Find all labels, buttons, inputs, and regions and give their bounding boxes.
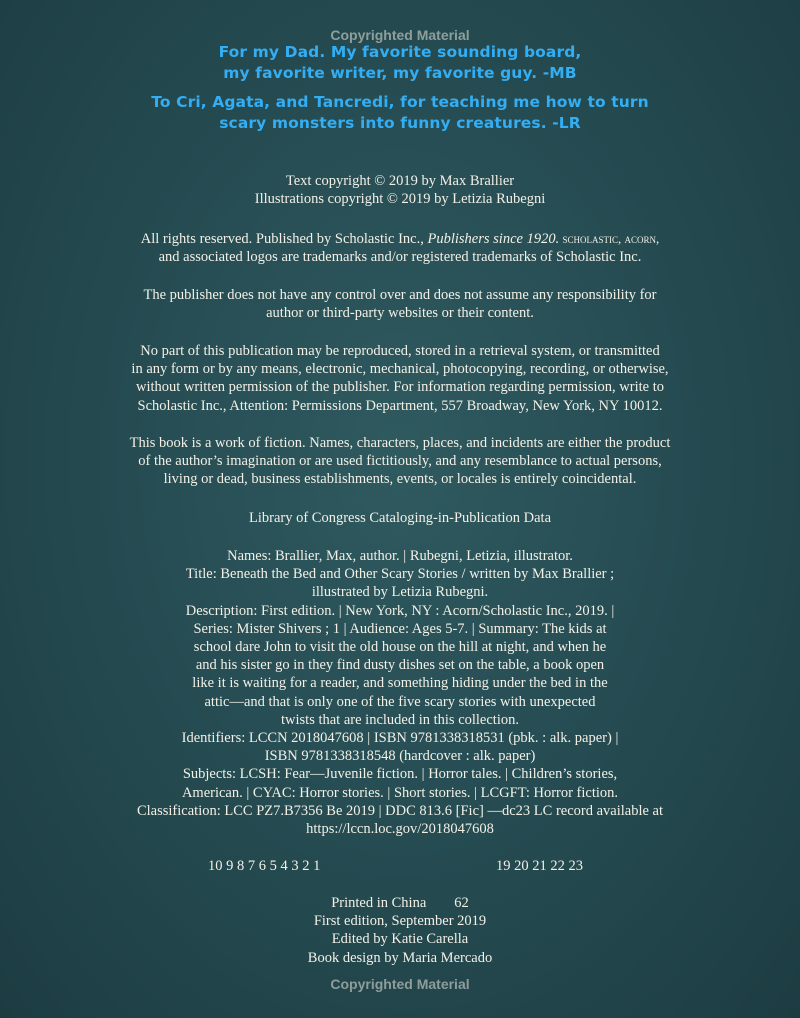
cip-line: American. | CYAC: Horror stories. | Short stories. | LCGFT: Horror fiction. (181, 784, 619, 801)
cip-line: Names: Brallier, Max, author. | Rubegni, Letizia, illustrator. (227, 548, 573, 564)
cip-line: and his sister go in they find dusty dishes set on the table, a book open (195, 657, 605, 674)
watermark-top: Copyrighted Material (330, 27, 470, 43)
editor-credit: Edited by Katie Carella (331, 931, 469, 948)
dedication-mb (0, 42, 800, 84)
printed-in: Printed in China (331, 895, 427, 911)
printed-in-line (0, 894, 800, 912)
rights-reserved-block (0, 230, 800, 266)
dedication-line: To Cri, Agata, and Tancredi, for teaching me how to turn (151, 93, 649, 111)
cip-line: attic—and that is only one of the five scary stories with unexpected (204, 693, 596, 710)
publisher-notice (0, 286, 800, 322)
text-copyright: Text copyright © 2019 by Max Brallier (285, 173, 515, 189)
rights-line-2: and associated logos are trademarks and/or registered trademarks of Scholastic Inc. (158, 249, 642, 266)
cip-line: Title: Beneath the Bed and Other Scary Stories / written by Max Brallier ; (185, 566, 615, 583)
dedication-line: scary monsters into funny creatures. -LR (219, 114, 581, 132)
publishers-since: Publishers since 1920. (427, 231, 560, 247)
cip-line: school dare John to visit the old house on the hill at night, and when he (193, 639, 607, 656)
edition: First edition, September 2019 (313, 913, 487, 930)
dedication-line: For my Dad. My favorite sounding board, (218, 43, 582, 61)
watermark-bottom: Copyrighted Material (330, 976, 470, 992)
notice-line: without written permission of the publisher. For information regarding permission, write to (136, 379, 664, 396)
fiction-notice (0, 434, 800, 489)
copyright-block (0, 172, 800, 208)
reproduction-notice (0, 342, 800, 415)
notice-line: in any form or by any means, electronic, mechanical, photocopying, recording, or otherwise, (131, 361, 669, 378)
printer-code: 62 (454, 895, 469, 911)
notice-line: The publisher does not have any control over and does not assume any responsibility for (143, 287, 657, 303)
dedication-line: my favorite writer, my favorite guy. -MB (223, 64, 577, 82)
cip-line: ISBN 9781338318548 (hardcover : alk. paper) (264, 748, 536, 765)
trademark-names: scholastic, acorn, (559, 231, 660, 246)
notice-line: living or dead, business establishments, events, or locales is entirely coincidental. (163, 471, 637, 488)
rights-line-1 (0, 230, 800, 248)
loc-heading: Library of Congress Cataloging-in-Publication Data (248, 510, 551, 526)
cip-line: Description: First edition. | New York, NY : Acorn/Scholastic Inc., 2019. | (185, 602, 615, 619)
cip-line: Identifiers: LCCN 2018047608 | ISBN 9781338318531 (pbk. : alk. paper) | (181, 730, 619, 747)
cip-line: Classification: LCC PZ7.B7356 Be 2019 | DDC 813.6 [Fic] —dc23 LC record available at (136, 802, 664, 819)
cip-line: Subjects: LCSH: Fear—Juvenile fiction. | Horror tales. | Children’s stories, (182, 766, 618, 783)
cip-line: https://lccn.loc.gov/2018047608 (306, 821, 494, 838)
print-number-line: 10 9 8 7 6 5 4 3 2 1 (208, 858, 321, 874)
design-credit: Book design by Maria Mercado (307, 949, 493, 966)
notice-line: This book is a work of fiction. Names, characters, places, and incidents are either the product (129, 435, 671, 451)
cip-line: illustrated by Letizia Rubegni. (311, 584, 489, 601)
notice-line: No part of this publication may be reproduced, stored in a retrieval system, or transmitted (140, 343, 660, 359)
cip-line: like it is waiting for a reader, and something hiding under the bed in the (192, 675, 608, 692)
cip-line: twists that are included in this collection. (281, 711, 519, 728)
cip-data (0, 547, 800, 838)
production-credits (0, 894, 800, 967)
notice-line: Scholastic Inc., Attention: Permissions Department, 557 Broadway, New York, NY 10012. (137, 397, 663, 414)
dedication-lr (0, 92, 800, 134)
print-year-line: 19 20 21 22 23 (496, 858, 583, 874)
illustrations-copyright: Illustrations copyright © 2019 by Letizia Rubegni (254, 191, 546, 208)
cip-line: Series: Mister Shivers ; 1 | Audience: Ages 5-7. | Summary: The kids at (193, 620, 607, 637)
notice-line: author or third-party websites or their content. (266, 305, 534, 322)
rights-text: All rights reserved. Published by Scholastic Inc., (140, 231, 428, 247)
notice-line: of the author’s imagination or are used fictitiously, and any resemblance to actual persons, (138, 453, 662, 470)
